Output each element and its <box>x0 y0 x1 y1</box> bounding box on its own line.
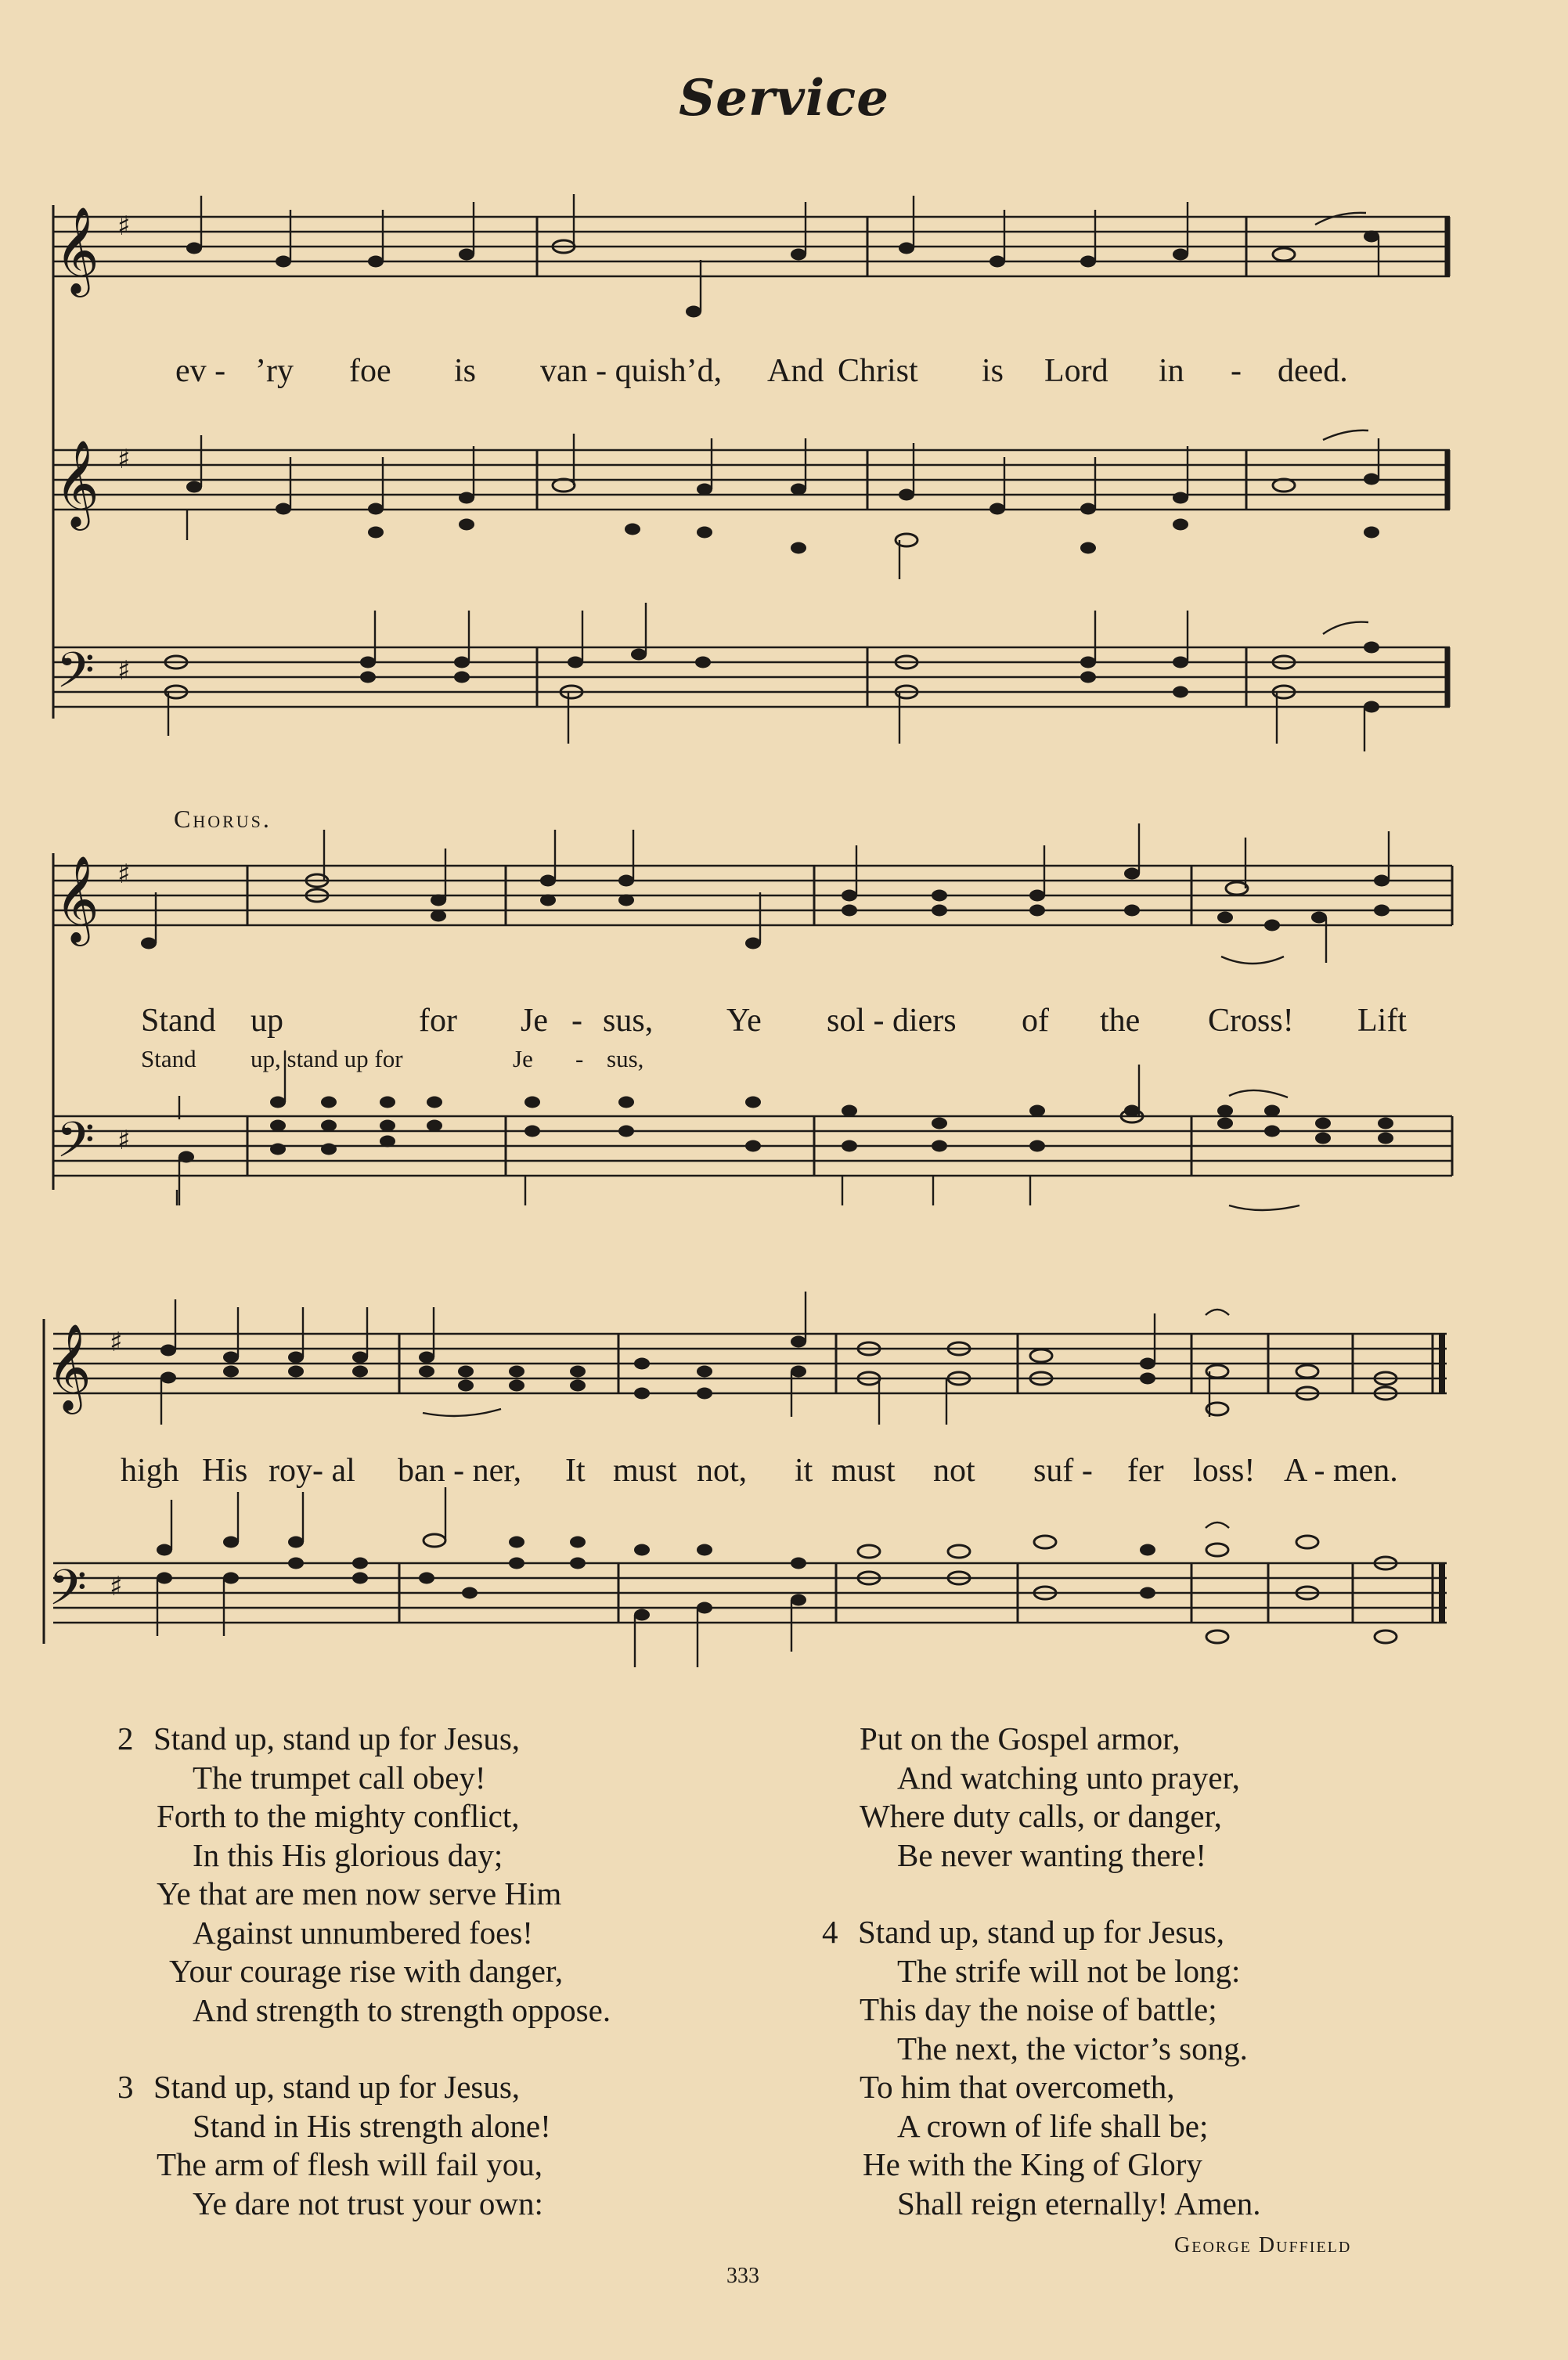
lyric-line-2 <box>0 1002 1568 1049</box>
verse-line: The arm of flesh will fail you, <box>157 2146 543 2182</box>
lyric-syllable: Stand <box>141 1045 196 1072</box>
verse-line: 3 Stand up, stand up for Jesus, <box>117 2068 551 2107</box>
page-number: 333 <box>726 2264 759 2288</box>
lyric-syllable: up <box>251 1003 283 1039</box>
verse-line: Your courage rise with danger, <box>169 1953 564 1989</box>
lyric-syllable: ban - ner, <box>398 1453 522 1489</box>
lyric-syllable: sus, <box>607 1045 644 1072</box>
svg-text:𝄢: 𝄢 <box>56 1111 95 1180</box>
lyric-syllable: fer <box>1127 1453 1164 1489</box>
lyric-syllable: Lord <box>1044 353 1108 389</box>
verse-line: The next, the victor’s song. <box>897 2030 1248 2066</box>
lyric-syllable: deed. <box>1278 353 1348 389</box>
verse-line: In this His glorious day; <box>193 1836 503 1873</box>
svg-text:♯: ♯ <box>110 1327 123 1358</box>
verse-number: 3 <box>117 2069 134 2105</box>
lyric-syllable: Ye <box>726 1003 762 1039</box>
svg-text:𝄢: 𝄢 <box>49 1558 87 1628</box>
svg-text:𝄞: 𝄞 <box>47 1323 92 1411</box>
verse-line: Be never wanting there! <box>897 1836 1207 1873</box>
svg-text:♯: ♯ <box>117 211 131 242</box>
lyric-syllable: must <box>613 1453 677 1489</box>
verse-line: 4 Stand up, stand up for Jesus, <box>822 1913 1261 1952</box>
svg-text:♯: ♯ <box>110 1571 123 1602</box>
lyric-syllable: loss! <box>1193 1453 1256 1489</box>
verse-4 <box>822 1913 1261 2223</box>
chorus-label: Chorus. <box>174 805 272 833</box>
lyric-syllable: ev - <box>175 353 226 389</box>
lyric-line-1 <box>0 352 1568 399</box>
lyric-syllable: for <box>419 1003 457 1039</box>
verse-line: The strife will not be long: <box>897 1952 1241 1989</box>
lyric-line-2-bass <box>0 1045 1568 1076</box>
verse-line: This day the noise of battle; <box>860 1991 1217 2027</box>
verse-line: Ye that are men now serve Him <box>157 1875 562 1911</box>
svg-text:𝄞: 𝄞 <box>55 855 99 942</box>
verse-line: The trumpet call obey! <box>193 1759 486 1796</box>
lyric-syllable: ’ry <box>255 353 294 389</box>
page-title: Service <box>679 69 889 128</box>
verse-2 <box>117 1720 611 2030</box>
lyric-syllable: of <box>1022 1003 1049 1039</box>
lyric-syllable: sus, <box>603 1003 654 1039</box>
lyric-syllable: up, stand up for <box>251 1045 403 1072</box>
svg-text:𝄢: 𝄢 <box>56 641 95 711</box>
lyric-syllable: It <box>565 1453 586 1489</box>
verse-line: Against unnumbered foes! <box>193 1914 533 1951</box>
lyric-syllable: Lift <box>1357 1003 1407 1039</box>
verse-line: A crown of life shall be; <box>897 2107 1209 2144</box>
verse-number: 2 <box>117 1720 134 1756</box>
lyric-syllable: in <box>1159 353 1184 389</box>
verse-3-continued <box>860 1720 1240 1875</box>
lyric-syllable: the <box>1100 1003 1141 1039</box>
lyric-syllable: foe <box>349 353 391 389</box>
svg-text:♯: ♯ <box>117 655 131 686</box>
svg-text:♯: ♯ <box>117 444 131 475</box>
verse-line: Put on the Gospel armor, <box>860 1720 1181 1756</box>
verse-line: Ye dare not trust your own: <box>193 2185 543 2221</box>
lyric-syllable: is <box>454 353 477 389</box>
lyric-syllable: Je <box>521 1003 548 1039</box>
lyric-syllable: high <box>121 1453 179 1489</box>
verse-line: He with the King of Glory <box>863 2146 1202 2182</box>
lyric-syllable: it <box>795 1453 813 1489</box>
lyric-syllable: must <box>831 1453 896 1489</box>
verse-line: Shall reign eternally! Amen. <box>897 2185 1261 2221</box>
lyric-syllable: not, <box>697 1453 748 1489</box>
lyric-syllable: - <box>1231 353 1242 389</box>
lyric-syllable: Je <box>513 1045 533 1072</box>
svg-text:♯: ♯ <box>117 1125 131 1156</box>
lyric-line-3 <box>0 1452 1568 1499</box>
lyric-syllable: - <box>575 1045 584 1072</box>
verse-line: And strength to strength oppose. <box>193 1991 611 2028</box>
lyric-syllable: Cross! <box>1208 1003 1294 1039</box>
svg-text:𝄞: 𝄞 <box>55 206 99 294</box>
lyric-syllable: not <box>933 1453 975 1489</box>
verse-line: And watching unto prayer, <box>897 1759 1240 1796</box>
verse-3 <box>117 2068 551 2223</box>
verse-number: 4 <box>822 1914 838 1950</box>
lyric-syllable: And <box>767 353 824 389</box>
lyric-syllable: - <box>571 1003 582 1039</box>
verse-line: To him that overcometh, <box>860 2069 1175 2105</box>
svg-text:♯: ♯ <box>117 859 131 890</box>
author-credit: George Duffield <box>1174 2233 1352 2257</box>
verse-line: Where duty calls, or danger, <box>860 1798 1222 1834</box>
lyric-syllable: sol - diers <box>827 1003 957 1039</box>
lyric-syllable: A - men. <box>1284 1453 1398 1489</box>
lyric-syllable: suf - <box>1033 1453 1093 1489</box>
verse-line: Forth to the mighty conflict, <box>157 1798 520 1834</box>
lyric-syllable: Stand <box>141 1003 216 1039</box>
lyric-syllable: roy- al <box>269 1453 355 1489</box>
lyric-syllable: van - quish’d, <box>540 353 723 389</box>
verse-line: Stand in His strength alone! <box>193 2107 551 2144</box>
lyric-syllable: Christ <box>838 353 918 389</box>
lyric-syllable: His <box>202 1453 248 1489</box>
svg-text:𝄞: 𝄞 <box>55 439 99 527</box>
lyric-syllable: is <box>982 353 1004 389</box>
verse-line: 2 Stand up, stand up for Jesus, <box>117 1720 611 1759</box>
